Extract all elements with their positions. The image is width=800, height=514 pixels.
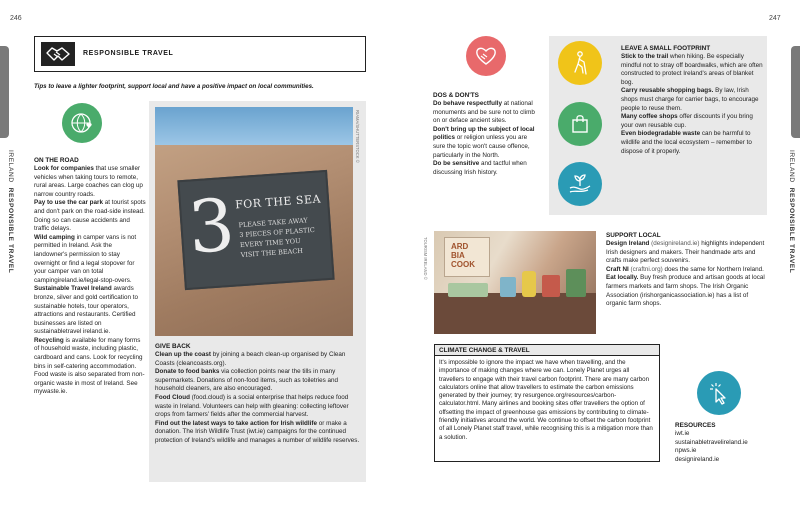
give-back-heading: GIVE BACK <box>155 343 191 350</box>
dos-item: Don't bring up the subject of local politics or religion unless you are sure the topic won't cause offence, particularly in the North. <box>433 125 535 159</box>
photo-credit-shop: TOURISM IRELAND © <box>423 237 428 280</box>
side-label-section-right: RESPONSIBLE TRAVEL <box>788 187 795 274</box>
give-back-item: Donate to food banks via collection points near the tills in many supermarkets. Donations of non-food items, such as toiletries and household cleaners, are also encouraged. <box>155 368 339 393</box>
give-back-item: Food Cloud (food.cloud) is a social enterprise that helps reduce food waste in Ireland. Volunteers can help with gleaning: collecting leftover crops from farmers' fields after the commercial harvest. <box>155 393 349 419</box>
road-item: Pay to use the car park at tourist spots and don't park on the road-side instead. Doing so can cause accidents and traffic delays. <box>34 199 146 233</box>
shopping-bag-icon <box>558 102 602 146</box>
craft-shop-photo <box>434 231 596 334</box>
road-item: Wild camping in camper vans is not permitted in Ireland. Ask the landowner's permission to stay overnight or find a legal stopover for your camper van on total campingireland.ie/legal-stop-overs. <box>34 233 137 284</box>
dos-donts-heading: DOS & DON'TS <box>433 92 479 99</box>
page-title: RESPONSIBLE TRAVEL <box>83 50 174 57</box>
poster-text: ARD BIA COOK <box>451 242 475 269</box>
side-label-country-right: IRELAND <box>788 150 795 183</box>
hands-heart-icon <box>466 36 506 76</box>
footprint-heading: LEAVE A SMALL FOOTPRINT <box>621 45 711 52</box>
hiker-icon <box>558 41 602 85</box>
page-number-right: 247 <box>769 15 781 22</box>
shop-poster <box>444 237 490 277</box>
give-back-item: Find out the latest ways to take action for Irish wildlife or make a donation. The Irish Wildlife Trust (iwt.ie) campaigns for the continued protection of Ireland's wildlife and manages a number of wildlife reserves. <box>155 419 360 444</box>
right-side-label <box>788 150 795 273</box>
climate-text: It's impossible to ignore the impact we have when travelling, and the importance of making changes where we can. Lonely Planet urges all travellers to engage with their travel carbon footprint. There are many carbon calculators online that allow travellers to estimate the carbon emissions generated by their journey; try resurgence.org/resources/carbon-calculator.html. Many airlines and booking sites offer travellers the option of offsetting the impact of greenhouse gas emissions by contributing to climate-friendly initiatives around the world. We continue to offset the carbon footprint of all Lonely Planet staff travel, while recognising this is a mitigation more than a solution. <box>439 359 653 441</box>
footprint-item: Carry reusable shopping bags. By law, Irish shops must charge for carrier bags, to encourage people to reuse them. <box>621 87 759 112</box>
climate-header <box>435 345 659 356</box>
globe-heart-icon <box>62 103 102 143</box>
side-label-country: IRELAND <box>7 150 14 183</box>
shop-counter <box>434 293 596 334</box>
dos-item: Do be sensitive and tactful when discussing Irish history. <box>433 160 527 176</box>
seedling-hand-icon <box>558 162 602 206</box>
intro-text: Tips to leave a lighter footprint, support local and have a positive impact on local communities. <box>34 83 314 90</box>
footprint-item: Even biodegradable waste can be harmful to wildlife and the local ecosystem – remember to dispose of it properly. <box>621 130 752 155</box>
support-item: Eat locally. Buy fresh produce and artisan goods at local farmers markets and farm shops. The Irish Organic Association (irishorganicassociation.ie) has a list of organic farm shops. <box>606 274 765 308</box>
road-item: Recycling is available for many forms of household waste, including plastic, cardboard and cans. Look for recycling bins in self-catering accommodation. Food waste is also separated from non-organic waste in most of Ireland. See mywaste.ie. <box>34 336 145 396</box>
left-side-label <box>7 150 14 273</box>
resources-heading: RESOURCES <box>675 422 716 429</box>
left-thumb-tab <box>0 46 9 138</box>
side-label-section: RESPONSIBLE TRAVEL <box>7 187 14 274</box>
support-item: Design Ireland (designireland.ie) highlights independent Irish designers and makers. Their handmade arts and crafts make perfect souvenirs. <box>606 240 765 265</box>
road-item: Sustainable Travel Ireland awards bronze, silver and gold certification to sustainable hotels, tour operators, attractions and restaurants. Certified businesses are listed on sustainabletravel ireland.ie. <box>34 285 138 336</box>
support-local-section <box>606 231 766 309</box>
sign-number: 3 <box>185 182 238 270</box>
handshake-icon <box>41 42 75 66</box>
resource-link[interactable]: npws.ie <box>675 447 697 455</box>
road-item: Look for companies that use smaller vehicles when taking tours to remote, rural areas. Large coaches can clog up narrow country roads. <box>34 165 143 198</box>
give-back-section <box>155 342 360 446</box>
jar <box>542 275 560 297</box>
sign-title: FOR THE SEA <box>234 192 322 212</box>
sea-sign-photo <box>155 107 353 336</box>
resource-link[interactable]: sustainabletravelireland.ie <box>675 438 748 446</box>
jar <box>448 283 488 297</box>
photo-credit-sign: RIAMA/SHUTTERSTOCK © <box>355 110 360 163</box>
support-local-heading: SUPPORT LOCAL <box>606 232 661 239</box>
right-thumb-tab <box>791 46 800 138</box>
dos-donts-section <box>433 91 539 177</box>
section-header-box <box>34 36 366 72</box>
resource-link[interactable]: designireland.ie <box>675 455 720 463</box>
footprint-item: Many coffee shops offer discounts if you bring your own reusable cup. <box>621 113 753 129</box>
dos-item: Do behave respectfully at national monuments and be sure not to climb on or deface ancient sites. <box>433 100 535 125</box>
page-number-left: 246 <box>10 15 22 22</box>
sign-plaque <box>177 170 334 290</box>
give-back-item: Clean up the coast by joining a beach clean-up organised by Clean Coasts (cleancoasts.org). <box>155 351 346 367</box>
support-item: Craft NI (craftni.org) does the same for Northern Ireland. <box>606 265 764 273</box>
resource-link[interactable]: iwt.ie <box>675 430 690 437</box>
footprint-section <box>621 44 763 156</box>
cursor-click-icon <box>697 371 741 415</box>
jar <box>500 277 516 297</box>
climate-heading: CLIMATE CHANGE & TRAVEL <box>439 347 530 354</box>
footprint-item: Stick to the trail when hiking. Be especially mindful not to stray off boardwalks, which are often constructed to protect Ireland's areas of blanket bog. <box>621 53 763 86</box>
sign-text: PLEASE TAKE AWAY 3 PIECES OF PLASTIC EVERY TIME YOU VISIT THE BEACH <box>238 216 316 260</box>
on-the-road-heading: ON THE ROAD <box>34 157 79 164</box>
jar <box>522 271 536 297</box>
on-the-road-section <box>34 156 146 397</box>
jar <box>566 269 586 297</box>
climate-box <box>434 344 660 462</box>
sky <box>155 107 353 145</box>
resources-section <box>675 421 769 464</box>
